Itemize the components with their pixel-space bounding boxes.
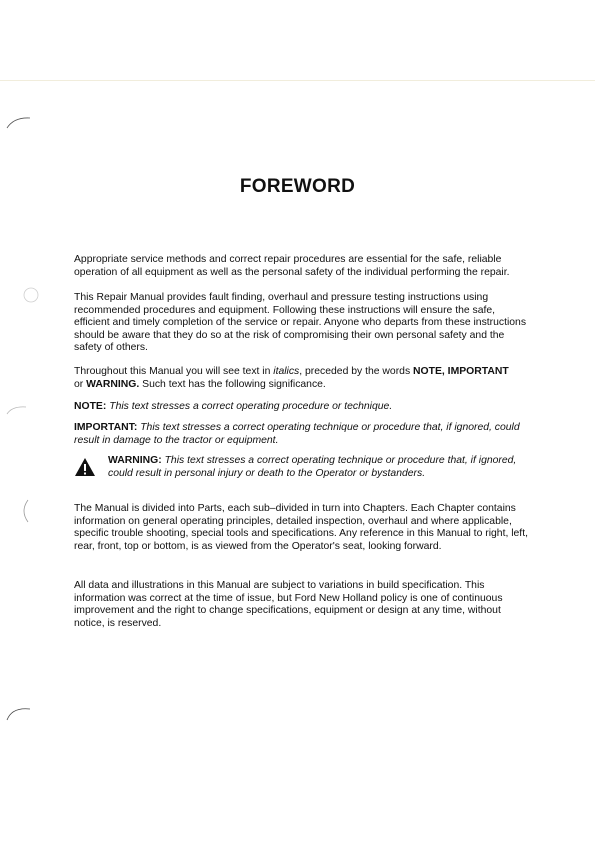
warning-body bbox=[108, 455, 530, 480]
manual-structure-paragraph: The Manual is divided into Parts, each sub–divided in turn into Chapters. Each Chapter contains information on general operating principles, detailed inspection, overhaul and where applicable, specific trouble shooting, special tools and specifications. Any reference in this Manual to right, left, rear, front, top or bottom, is as viewed from the Operator's seat, looking forward. bbox=[74, 503, 528, 552]
intro-paragraph: Appropriate service methods and correct repair procedures are essential for the safe, reliable operation of all equipment as well as the personal safety of the individual performing the repair. bbox=[74, 254, 510, 278]
italics-intro-before: Throughout this Manual you will see text in bbox=[74, 366, 274, 377]
warning-keyword: WARNING. bbox=[86, 378, 140, 390]
manual-purpose-paragraph: This Repair Manual provides fault finding, overhaul and pressure testing instructions using recommended procedures and equipment. Following these instructions will ensure the safe, efficient and timely completion of the service or repair. Anyone who departs from these instructions should be aware that they do so at the risk of compromising their own personal safety and the safety of others. bbox=[74, 292, 527, 354]
warning-text: This text stresses a correct operating technique or procedure that, if ignored, could result in personal injury or death to the Operator or bystanders. bbox=[108, 455, 517, 479]
warning-triangle-icon bbox=[74, 457, 96, 477]
note-text: This text stresses a correct operating procedure or technique. bbox=[109, 401, 393, 412]
warning-label: WARNING: bbox=[108, 455, 162, 466]
scan-mark bbox=[20, 284, 42, 306]
scan-mark bbox=[4, 400, 30, 418]
italics-intro-after: Such text has the following significance. bbox=[139, 378, 326, 390]
note-notice bbox=[74, 401, 530, 414]
italics-intro-paragraph bbox=[74, 366, 530, 391]
scan-mark bbox=[16, 496, 40, 526]
keywords: NOTE, IMPORTANT bbox=[413, 366, 509, 377]
or-word: or bbox=[74, 378, 87, 390]
scan-mark bbox=[4, 700, 34, 724]
data-disclaimer-paragraph: All data and illustrations in this Manual are subject to variations in build specification. This information was correct at the time of issue, but Ford New Holland policy is one of continuous improvement and the right to change specifications, equipment or design at any time, without notice, is reserved. bbox=[74, 580, 503, 629]
important-notice bbox=[74, 422, 530, 447]
important-text: This text stresses a correct operating technique or procedure that, if ignored, could result in damage to the tractor or equipment. bbox=[74, 422, 520, 446]
italics-word: italics bbox=[273, 366, 300, 377]
italics-intro-middle: , preceded by the words bbox=[299, 366, 414, 377]
page-title: FOREWORD bbox=[239, 176, 356, 197]
scan-mark bbox=[4, 112, 34, 132]
important-label: IMPORTANT: bbox=[74, 422, 138, 433]
note-label: NOTE: bbox=[74, 401, 107, 412]
page-top-rule bbox=[0, 80, 595, 81]
